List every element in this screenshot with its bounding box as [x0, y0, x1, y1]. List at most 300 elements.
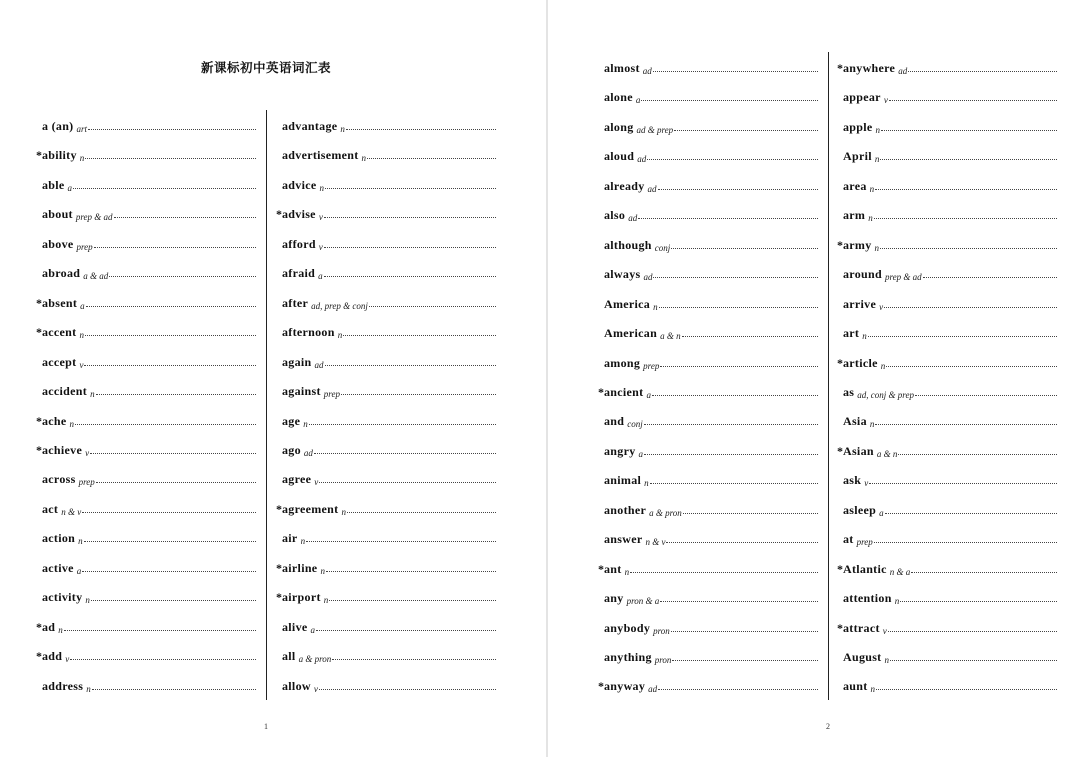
entry-word: above	[42, 236, 74, 251]
entry-word: address	[42, 678, 84, 693]
entry-part-of-speech: prep & ad	[75, 212, 113, 223]
dotted-leader-line	[658, 188, 818, 190]
vocab-entry	[837, 382, 1057, 400]
entry-part-of-speech: n	[303, 418, 308, 429]
dotted-leader-line	[874, 217, 1057, 219]
entry-part-of-speech: a	[76, 565, 82, 576]
vocab-entry	[36, 558, 256, 576]
dotted-leader-line	[641, 99, 818, 101]
dotted-leader-line	[653, 276, 818, 278]
vocab-entry	[276, 440, 496, 458]
entry-part-of-speech: a	[635, 95, 641, 106]
entry-word: already	[604, 178, 645, 193]
dotted-leader-line	[658, 688, 818, 690]
entry-part-of-speech: n	[320, 565, 325, 576]
dotted-leader-line	[316, 629, 496, 631]
entry-word: advice	[282, 177, 317, 192]
vocab-entry	[276, 145, 496, 163]
entry-word: art	[843, 326, 860, 341]
entry-part-of-speech: conj	[627, 419, 643, 430]
entry-word: ache	[42, 413, 67, 428]
entry-part-of-speech: v	[314, 477, 319, 488]
entry-word: act	[42, 501, 59, 516]
dotted-leader-line	[346, 128, 496, 130]
entry-word: ancient	[604, 384, 644, 399]
dotted-leader-line	[369, 305, 496, 307]
entry-word: almost	[604, 61, 640, 75]
dotted-leader-line	[324, 246, 496, 248]
entry-part-of-speech: n	[337, 330, 343, 341]
entry-part-of-speech: n	[862, 331, 867, 342]
entry-word: air	[282, 531, 298, 546]
entry-word: again	[282, 354, 312, 369]
entry-part-of-speech: ad	[647, 183, 657, 194]
entry-word: afternoon	[282, 325, 335, 340]
entry-part-of-speech: prep	[856, 537, 873, 548]
dotted-leader-line	[660, 600, 818, 602]
dotted-leader-line	[875, 423, 1057, 425]
entry-word: advise	[282, 207, 316, 222]
dotted-leader-line	[647, 158, 818, 160]
entry-word: and	[604, 414, 625, 429]
vocab-entry	[276, 293, 496, 311]
dotted-leader-line	[85, 334, 256, 336]
vocab-entry	[36, 676, 256, 694]
entry-word: at	[843, 532, 854, 547]
dotted-leader-line	[309, 423, 496, 425]
entry-word: apple	[843, 119, 873, 134]
entry-word: aloud	[604, 149, 635, 164]
entry-part-of-speech: v	[882, 625, 887, 636]
entry-part-of-speech: n	[624, 566, 630, 577]
dotted-leader-line	[898, 453, 1057, 455]
dotted-leader-line	[325, 364, 496, 366]
vocab-entry	[837, 411, 1057, 429]
entry-part-of-speech: n	[361, 153, 367, 164]
entry-word: advantage	[282, 119, 338, 133]
entry-part-of-speech: pron & a	[626, 596, 660, 607]
vocab-entry	[36, 469, 256, 487]
vocab-entry	[598, 647, 818, 665]
entry-part-of-speech: prep & ad	[884, 272, 922, 283]
vocab-entry	[598, 500, 818, 518]
entry-part-of-speech: a	[879, 507, 884, 518]
entry-word: agreement	[282, 501, 339, 516]
vocab-entry	[36, 352, 256, 370]
entry-word: airport	[282, 590, 321, 605]
entry-word: anything	[604, 650, 652, 664]
entry-word: arrive	[843, 296, 877, 311]
entry-star-marker: *	[837, 61, 843, 75]
dotted-leader-line	[324, 216, 496, 218]
entry-part-of-speech: a	[310, 624, 315, 635]
dotted-leader-line	[332, 658, 496, 660]
entry-word: add	[42, 649, 63, 664]
dotted-leader-line	[876, 688, 1057, 690]
entry-word: activity	[42, 590, 83, 605]
vocab-entry	[598, 294, 818, 312]
entry-part-of-speech: n	[880, 360, 886, 371]
vocab-entry	[598, 470, 818, 488]
entry-part-of-speech: n & v	[61, 506, 82, 517]
entry-word: as	[843, 384, 855, 399]
vocab-entry	[598, 58, 818, 76]
entry-word: angry	[604, 443, 636, 458]
dotted-leader-line	[652, 394, 818, 396]
entry-part-of-speech: v	[85, 447, 90, 458]
vocab-entry	[598, 353, 818, 371]
entry-word: afford	[282, 236, 316, 251]
dotted-leader-line	[324, 275, 496, 277]
dotted-leader-line	[923, 276, 1057, 278]
dotted-leader-line	[886, 365, 1057, 367]
entry-word: ago	[282, 442, 301, 457]
entry-word: abroad	[42, 266, 81, 281]
entry-star-marker: *	[36, 619, 42, 634]
vocab-entry	[837, 676, 1057, 694]
vocab-entry	[276, 499, 496, 517]
entry-part-of-speech: n	[644, 478, 649, 489]
entry-word: accident	[42, 384, 88, 399]
dotted-leader-line	[319, 481, 496, 483]
entry-word: about	[42, 207, 73, 222]
entry-word: animal	[604, 473, 642, 488]
entry-star-marker: *	[276, 560, 282, 575]
dotted-leader-line	[672, 659, 818, 661]
entry-word: allow	[282, 678, 311, 693]
entry-part-of-speech: prep	[323, 389, 340, 400]
vocab-entry	[598, 323, 818, 341]
vocab-entry	[36, 293, 256, 311]
entry-word: although	[604, 237, 652, 252]
vocab-entry	[837, 353, 1057, 371]
vocab-entry	[276, 617, 496, 635]
entry-part-of-speech: a & n	[876, 448, 898, 459]
entry-word: alone	[604, 90, 633, 105]
vocab-entry	[837, 205, 1057, 223]
entry-part-of-speech: n	[869, 183, 875, 194]
vocab-entry	[276, 646, 496, 664]
entry-part-of-speech: n	[90, 389, 95, 400]
entry-word: all	[282, 649, 296, 664]
dotted-leader-line	[73, 187, 256, 189]
vocab-entry	[276, 175, 496, 193]
entry-part-of-speech: a & pron	[298, 654, 332, 665]
entry-word: appear	[843, 90, 881, 105]
dotted-leader-line	[90, 452, 256, 454]
dotted-leader-line	[109, 275, 256, 277]
entry-part-of-speech: ad, prep & conj	[311, 300, 368, 311]
dotted-leader-line	[96, 393, 256, 395]
entry-part-of-speech: a & n	[660, 331, 681, 342]
vocab-entry	[276, 558, 496, 576]
entry-word: army	[843, 237, 872, 252]
dotted-leader-line	[84, 540, 256, 542]
vocab-entry	[837, 87, 1057, 105]
vocab-entry	[598, 441, 818, 459]
vocab-entry	[36, 145, 256, 163]
entry-word: accent	[42, 325, 77, 340]
entry-word: Asian	[843, 443, 874, 458]
dotted-leader-line	[888, 630, 1057, 632]
entry-word: August	[843, 650, 882, 664]
entry-part-of-speech: pron	[653, 625, 670, 636]
entry-word: action	[42, 531, 76, 546]
vocab-entry	[598, 382, 818, 400]
entry-part-of-speech: n	[69, 418, 75, 429]
entry-word: alive	[282, 619, 308, 634]
entry-word: able	[42, 177, 65, 192]
vocab-entry	[837, 323, 1057, 341]
dotted-leader-line	[874, 541, 1057, 543]
vocab-entry	[276, 587, 496, 605]
vocab-entry	[36, 263, 256, 281]
vocab-entry	[837, 559, 1057, 577]
vocab-entry	[276, 263, 496, 281]
dotted-leader-line	[92, 688, 256, 690]
dotted-leader-line	[875, 188, 1057, 190]
page-number: 2	[826, 722, 830, 731]
dotted-leader-line	[666, 541, 818, 543]
dotted-leader-line	[682, 335, 818, 337]
entry-part-of-speech: ad, conj & prep	[857, 389, 914, 400]
entry-part-of-speech: v	[79, 359, 84, 370]
column-divider	[828, 52, 829, 700]
entry-word: answer	[604, 532, 643, 547]
entry-word: also	[604, 208, 626, 223]
entry-part-of-speech: a	[67, 182, 73, 193]
vocab-entry	[276, 234, 496, 252]
entry-part-of-speech: n	[869, 419, 875, 430]
entry-star-marker: *	[36, 413, 42, 428]
entry-word: accept	[42, 354, 77, 369]
entry-word: always	[604, 267, 641, 282]
entry-word: ant	[604, 561, 622, 576]
entry-word: America	[604, 296, 651, 311]
dotted-leader-line	[85, 157, 256, 159]
vocab-entry	[837, 146, 1057, 164]
dotted-leader-line	[343, 334, 496, 336]
entry-word: ask	[843, 473, 862, 488]
entry-part-of-speech: ad & prep	[636, 124, 674, 135]
entry-word: agree	[282, 472, 312, 487]
entry-word: attract	[843, 620, 880, 635]
entry-word: achieve	[42, 442, 83, 457]
entry-word: ability	[42, 148, 77, 163]
vocab-entry	[598, 205, 818, 223]
dotted-leader-line	[84, 364, 256, 366]
dotted-leader-line	[325, 187, 496, 189]
entry-part-of-speech: n	[79, 330, 84, 341]
dotted-leader-line	[329, 599, 496, 601]
vocab-entry	[837, 588, 1057, 606]
entry-part-of-speech: ad	[303, 447, 313, 458]
vocab-entry	[276, 322, 496, 340]
vocab-entry	[36, 499, 256, 517]
dotted-leader-line	[869, 482, 1057, 484]
vocab-entry	[36, 440, 256, 458]
vocab-entry	[276, 528, 496, 546]
dotted-leader-line	[82, 570, 256, 572]
dotted-leader-line	[64, 629, 256, 631]
entry-star-marker: *	[36, 442, 42, 457]
dotted-leader-line	[91, 599, 256, 601]
entry-star-marker: *	[837, 237, 843, 252]
vocab-entry	[598, 618, 818, 636]
dotted-leader-line	[75, 423, 256, 425]
dotted-leader-line	[650, 482, 818, 484]
dotted-leader-line	[868, 335, 1057, 337]
entry-part-of-speech: n	[319, 182, 324, 193]
entry-part-of-speech: n	[874, 242, 880, 253]
entry-part-of-speech: n	[894, 596, 900, 607]
entry-word: afraid	[282, 266, 316, 281]
entry-part-of-speech: a	[318, 271, 323, 282]
entry-part-of-speech: n & v	[645, 537, 666, 548]
entry-word: anybody	[604, 620, 651, 635]
dotted-leader-line	[644, 423, 818, 425]
vocab-entry	[837, 441, 1057, 459]
entry-part-of-speech: prep	[76, 241, 93, 252]
entry-part-of-speech: pron	[654, 655, 672, 665]
entry-word: across	[42, 472, 76, 487]
vocab-entry	[36, 587, 256, 605]
vocab-entry	[598, 529, 818, 547]
entry-star-marker: *	[276, 207, 282, 222]
entry-star-marker: *	[837, 561, 843, 576]
vocab-entry	[36, 175, 256, 193]
entry-word: April	[843, 149, 872, 164]
entry-part-of-speech: a	[638, 448, 643, 459]
entry-star-marker: *	[837, 355, 843, 370]
vocab-entry	[598, 235, 818, 253]
entry-part-of-speech: v	[65, 654, 70, 665]
vocab-entry	[837, 470, 1057, 488]
document-page-2	[548, 0, 1080, 757]
vocab-entry	[837, 647, 1057, 665]
dotted-leader-line	[326, 570, 496, 572]
dotted-leader-line	[671, 630, 818, 632]
vocab-entry	[598, 146, 818, 164]
entry-part-of-speech: n	[85, 595, 90, 606]
entry-part-of-speech: n	[300, 536, 306, 547]
vocab-entry	[36, 528, 256, 546]
entry-star-marker: *	[276, 590, 282, 605]
entry-star-marker: *	[36, 148, 42, 163]
entry-word: a (an)	[42, 119, 74, 133]
entry-word: American	[604, 326, 658, 341]
entry-word: around	[843, 267, 882, 282]
vocab-entry	[36, 116, 256, 134]
entry-part-of-speech: ad	[642, 66, 652, 76]
entry-part-of-speech: a	[646, 389, 651, 400]
entry-star-marker: *	[36, 325, 42, 340]
vocab-entry	[837, 117, 1057, 135]
entry-word: Asia	[843, 414, 867, 429]
vocab-entry	[598, 117, 818, 135]
entry-part-of-speech: n	[86, 683, 91, 694]
dotted-leader-line	[900, 600, 1057, 602]
entry-part-of-speech: v	[879, 301, 884, 312]
dotted-leader-line	[319, 688, 496, 690]
vocab-entry	[837, 618, 1057, 636]
entry-part-of-speech: v	[864, 478, 869, 489]
entry-part-of-speech: n	[868, 213, 873, 224]
entry-word: age	[282, 413, 301, 428]
vocab-entry	[837, 529, 1057, 547]
dotted-leader-line	[674, 129, 818, 131]
entry-star-marker: *	[276, 501, 282, 516]
entry-word: area	[843, 178, 867, 193]
entry-word: advertisement	[282, 148, 359, 163]
entry-part-of-speech: n	[870, 684, 876, 695]
entry-word: along	[604, 119, 634, 134]
column-divider	[266, 110, 267, 700]
dotted-leader-line	[306, 540, 496, 542]
entry-part-of-speech: n	[874, 154, 880, 165]
dotted-leader-line	[881, 129, 1057, 131]
entry-part-of-speech: a & ad	[83, 271, 109, 282]
vocab-entry	[837, 264, 1057, 282]
dotted-leader-line	[890, 659, 1057, 661]
entry-star-marker: *	[598, 384, 604, 399]
vocab-entry	[837, 500, 1057, 518]
vocab-entry	[276, 116, 496, 134]
entry-word: among	[604, 355, 641, 370]
dotted-leader-line	[660, 365, 818, 367]
entry-word: any	[604, 591, 624, 606]
dotted-leader-line	[644, 453, 818, 455]
vocab-entry	[598, 264, 818, 282]
dotted-leader-line	[889, 99, 1057, 101]
entry-part-of-speech: n	[323, 595, 329, 606]
vocab-entry	[36, 411, 256, 429]
entry-star-marker: *	[837, 443, 843, 458]
entry-part-of-speech: a & pron	[649, 507, 682, 518]
entry-part-of-speech: n	[884, 655, 889, 665]
entry-word: article	[843, 355, 878, 370]
dotted-leader-line	[659, 306, 818, 308]
vocab-entry	[837, 235, 1057, 253]
entry-word: absent	[42, 295, 78, 310]
entry-word: anywhere	[843, 61, 896, 75]
vocab-entry	[598, 676, 818, 694]
vocab-entry	[837, 58, 1057, 76]
entry-word: anyway	[604, 679, 646, 694]
dotted-leader-line	[880, 158, 1057, 160]
dotted-leader-line	[82, 511, 256, 513]
vocab-entry	[837, 294, 1057, 312]
vocab-entry	[276, 204, 496, 222]
vocab-entry	[36, 322, 256, 340]
entry-word: asleep	[843, 502, 877, 517]
entry-part-of-speech: a	[80, 300, 85, 311]
vocab-entry	[36, 617, 256, 635]
entry-star-marker: *	[598, 561, 604, 576]
entry-part-of-speech: ad	[628, 213, 638, 224]
vocab-entry	[36, 234, 256, 252]
dotted-leader-line	[341, 393, 496, 395]
entry-part-of-speech: n	[79, 153, 85, 164]
entry-part-of-speech: v	[318, 212, 323, 223]
vocab-entry	[36, 381, 256, 399]
dotted-leader-line	[114, 216, 256, 218]
entry-part-of-speech: v	[318, 241, 323, 252]
entry-part-of-speech: n	[78, 536, 83, 547]
vocab-entry	[276, 676, 496, 694]
dotted-leader-line	[908, 70, 1057, 72]
entry-word: Atlantic	[843, 561, 887, 576]
